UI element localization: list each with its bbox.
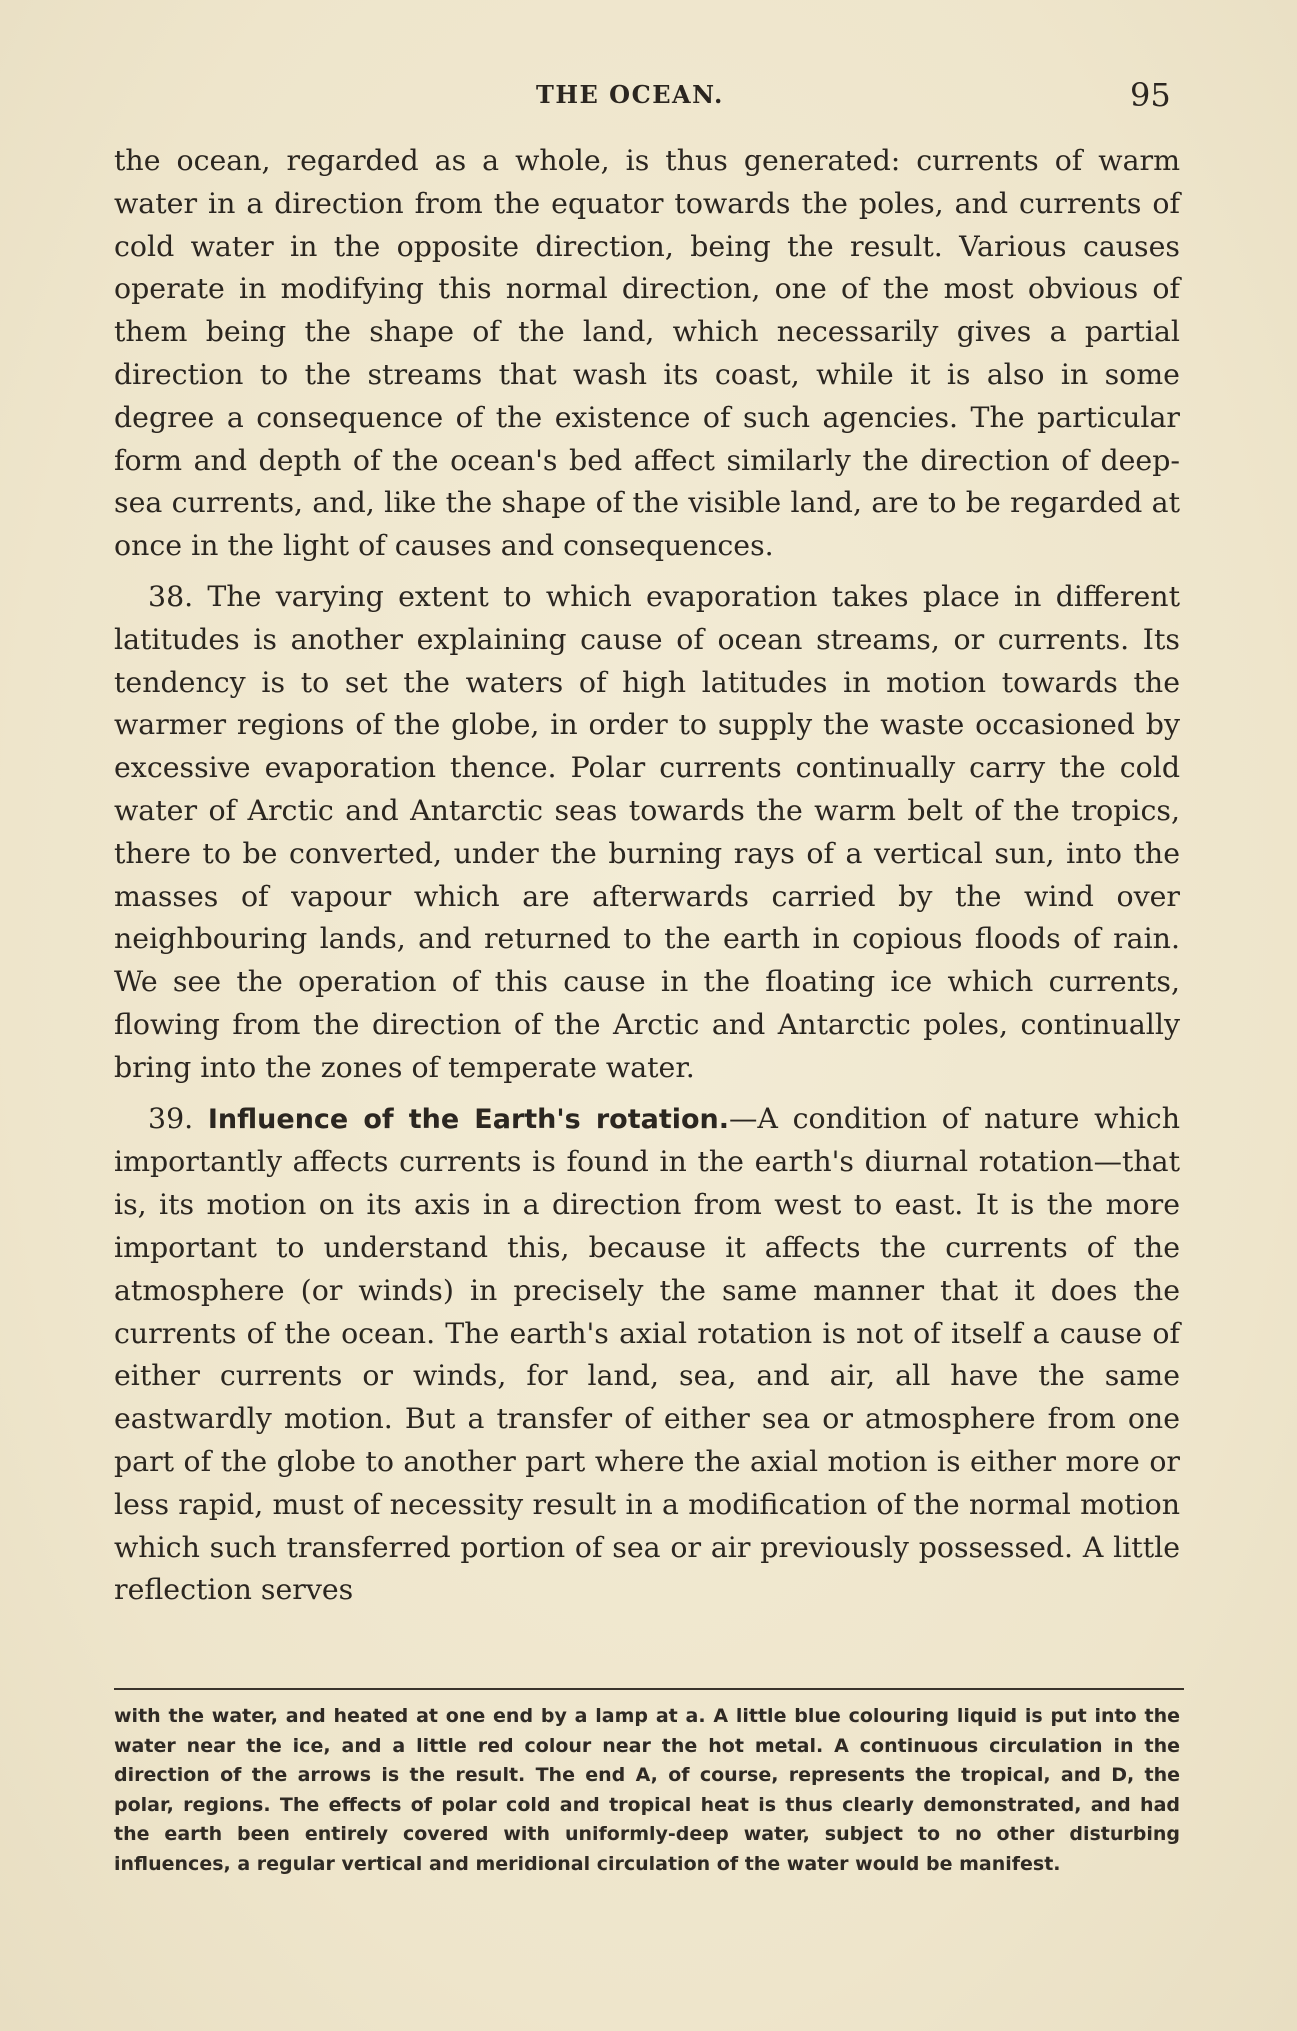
paragraph-39-text: —A condition of nature which importantly affects currents is found in the earth's diurnal rotation—that is, its motion on its axis in a direction from west to east. It is the more important to understand this, because it affects the currents of the atmosphere (or winds) in precisely the same manner that it does the currents of the ocean. The earth's axial rotation is not of itself a cause of either currents or winds, for land, sea, and air, all have the same eastwardly motion. But a transfer of either sea or atmosphere from one part of the globe to another part where the axial motion is either more or less rapid, must of necessity result in a modification of the normal motion which such transferred portion of sea or air previously possessed. A little reflection serves [114, 1101, 1180, 1607]
paragraph-continued: the ocean, regarded as a whole, is thus generated: currents of warm water in a direction from the equator towards the poles, and currents of cold water in the opposite direction, being the result. Various causes operate in modifying this normal direction, one of the most obvious of them being the shape of the land, which necessarily gives a partial direction to the streams that wash its coast, while it is also in some degree a consequence of the existence of such agencies. The particular form and depth of the ocean's bed affect similarly the direction of deep-sea currents, and, like the shape of the visible land, are to be regarded at once in the light of causes and consequences. [114, 144, 1180, 563]
page-number: 95 [1130, 76, 1171, 114]
running-head [0, 76, 1297, 116]
paragraph-number: 39. [148, 1101, 208, 1135]
paragraph-38: 38. The varying extent to which evaporation takes place in different latitudes is another explaining cause of ocean streams, or currents. Its tendency is to set the waters of high latitudes in motion towards the warmer regions of the globe, in order to supply the waste occasioned by excessive evaporation thence. Polar currents continually carry the cold water of Arctic and Antarctic seas towards the warm belt of the tropics, there to be converted, under the burning rays of a vertical sun, into the masses of vapour which are afterwards carried by the wind over neighbouring lands, and returned to the earth in copious floods of rain. We see the operation of this cause in the floating ice which currents, flowing from the direction of the Arctic and Antarctic poles, continually bring into the zones of temperate water. [114, 579, 1180, 1084]
body-text [114, 140, 1180, 1612]
footnote [114, 1702, 1180, 1880]
paragraph-39 [114, 1098, 1180, 1613]
footnote-divider [114, 1688, 1184, 1690]
section-heading: Influence of the Earth's rotation. [207, 1103, 730, 1135]
running-title: THE OCEAN. [536, 80, 724, 109]
footnote-text: with the water, and heated at one end by a lamp at a. A little blue colouring liquid is put into the water near the ice, and a little red colour near the hot metal. A continuous circulation in the direction of the arrows is the result. The end A, of course, represents the tropical, and D, the polar, regions. The effects of polar cold and tropical heat is thus clearly demonstrated, and had the earth been entirely covered with uniformly-deep water, subject to no other disturbing influences, a regular vertical and meridional circulation of the water would be manifest. [114, 1705, 1180, 1875]
